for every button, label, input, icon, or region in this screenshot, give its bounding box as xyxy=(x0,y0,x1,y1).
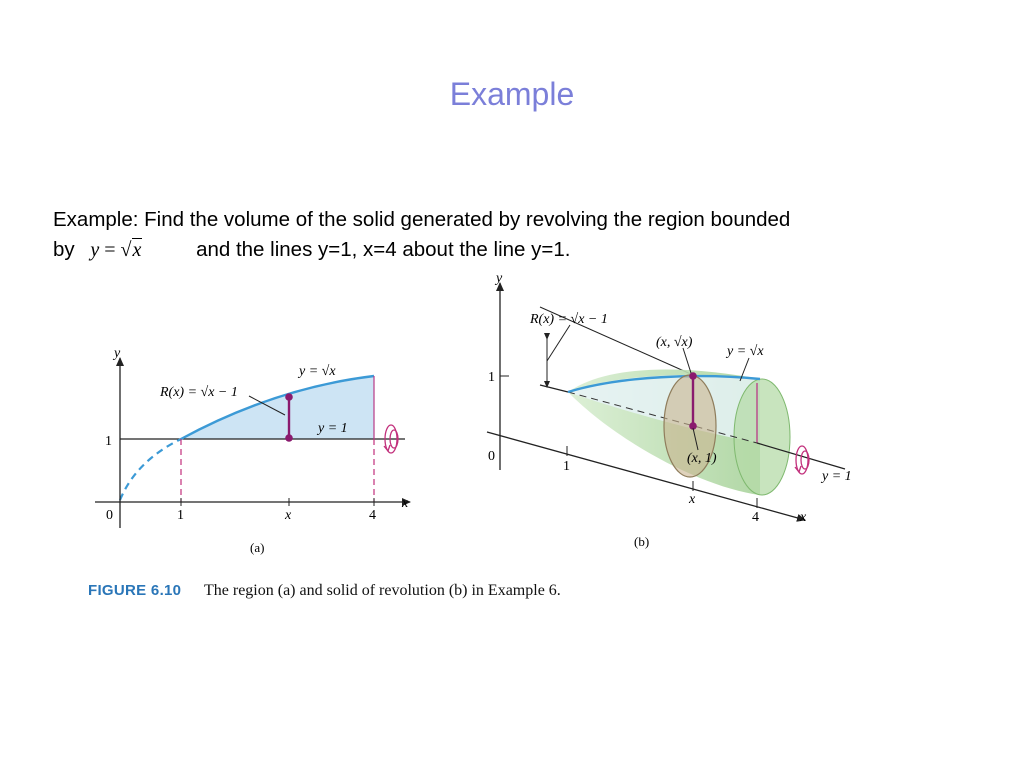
figure-a xyxy=(95,346,410,555)
point-top-label-b: (x, √x) xyxy=(656,335,693,350)
radical-sign: √ xyxy=(120,239,132,261)
line-y1-front-b xyxy=(540,385,568,392)
point-leader-line-b xyxy=(683,348,691,373)
radius-top-point xyxy=(285,393,293,401)
curve-label-b: y = √x xyxy=(727,344,764,359)
origin-label-a: 0 xyxy=(106,508,113,523)
radius-label-b: R(x) = √x − 1 xyxy=(530,312,608,327)
radius-bottom-point xyxy=(285,434,293,442)
tick-label-4-b: 4 xyxy=(752,510,759,525)
radius-label-a: R(x) = √x − 1 xyxy=(160,385,238,400)
sublabel-b: (b) xyxy=(634,534,650,549)
figure-b xyxy=(487,271,852,549)
curve-dashed-part xyxy=(120,439,181,500)
tick-label-x-b: x xyxy=(689,492,696,507)
rotation-arrow-icon-b xyxy=(795,446,809,474)
y-axis-label-a: y xyxy=(114,346,121,361)
figure-6-10 xyxy=(0,265,1024,565)
problem-line-2-rest: and the lines y=1, x=4 about the line y=1. xyxy=(196,238,571,261)
solid-end-face xyxy=(734,379,790,495)
formula-lhs: y xyxy=(90,239,100,261)
figure-caption-text: The region (a) and solid of revolution (b) in Example 6. xyxy=(204,582,561,599)
x-axis-label-b: x xyxy=(800,510,807,525)
formula-equals: = xyxy=(104,239,116,261)
tick-label-x-a: x xyxy=(285,508,292,523)
figure-caption-label: FIGURE 6.10 xyxy=(88,582,182,599)
slide-title: Example xyxy=(449,76,575,112)
x-axis-label-a: x xyxy=(402,496,409,511)
sublabel-a: (a) xyxy=(250,540,265,555)
line-label-a: y = 1 xyxy=(318,421,348,436)
formula-radicand: x xyxy=(132,239,142,261)
curve-label-a: y = √x xyxy=(299,364,336,379)
origin-label-b: 0 xyxy=(488,449,495,464)
radius-top-point-b xyxy=(689,372,697,380)
curve-formula xyxy=(90,235,190,265)
y-tick-label-1-a: 1 xyxy=(105,434,112,449)
line-label-b: y = 1 xyxy=(822,469,852,484)
point-axis-label-b: (x, 1) xyxy=(687,451,717,466)
tick-label-1-a: 1 xyxy=(177,508,184,523)
tick-label-1-b: 1 xyxy=(563,459,570,474)
problem-line-1: Example: Find the volume of the solid generated by revolving the region bounded xyxy=(53,208,791,231)
radius-leader-line-b xyxy=(547,325,570,361)
problem-line-2 xyxy=(53,235,993,265)
by-word: by xyxy=(53,238,75,261)
tick-label-4-a: 4 xyxy=(369,508,376,523)
problem-statement xyxy=(53,205,993,265)
y-axis-label-b: y xyxy=(496,271,503,286)
y-tick-label-1-b: 1 xyxy=(488,370,495,385)
